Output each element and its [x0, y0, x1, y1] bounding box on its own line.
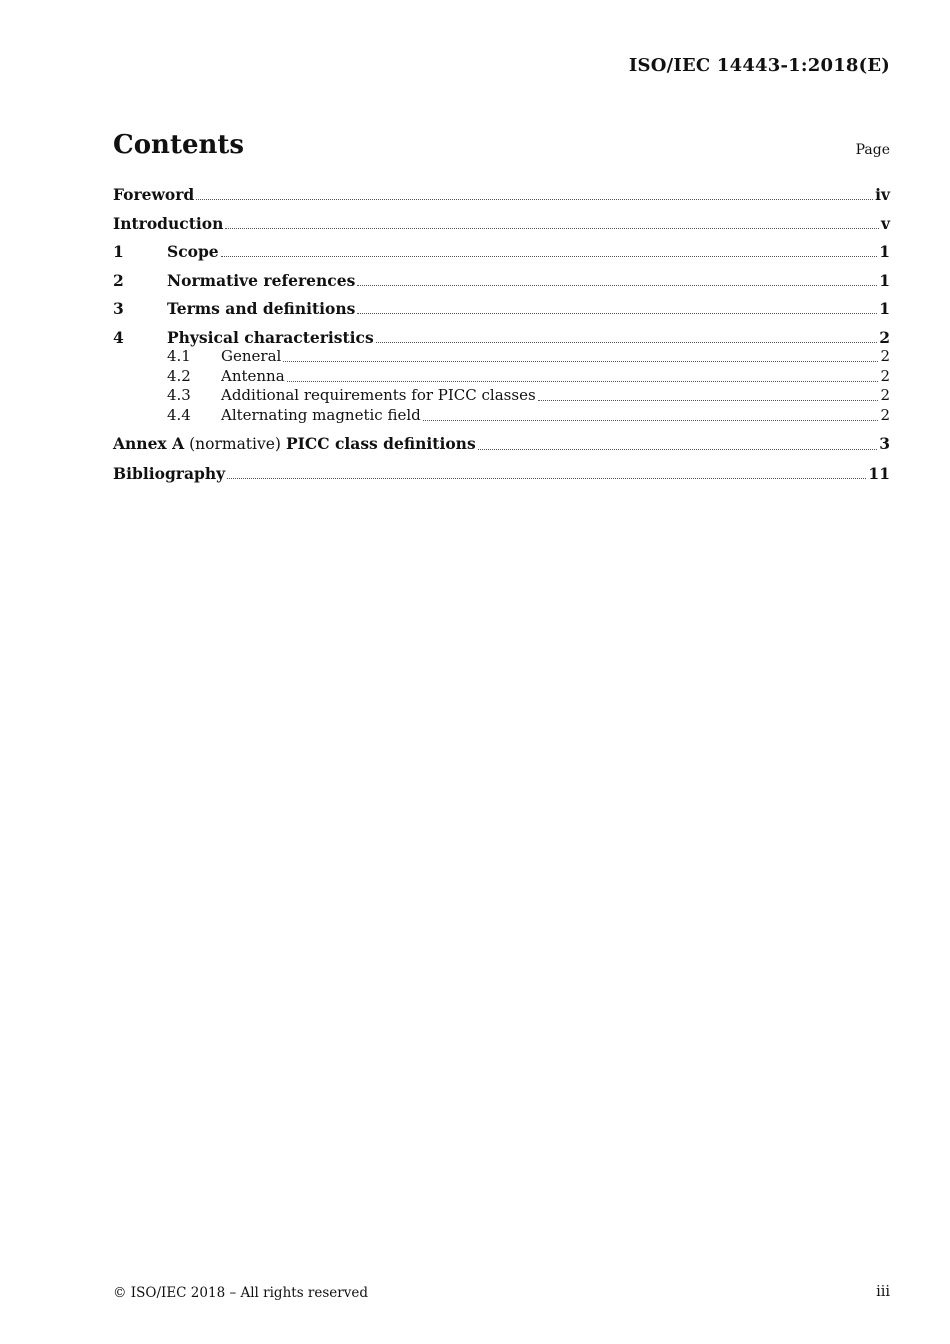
dot-leader: [287, 381, 879, 382]
toc-entry-scope[interactable]: [113, 242, 890, 261]
toc-entry-page: 2: [879, 327, 890, 347]
contents-header: [113, 130, 890, 164]
toc-subentry-antenna[interactable]: [113, 367, 890, 386]
toc-subentry-title: General: [221, 347, 282, 365]
table-of-contents: [113, 185, 890, 492]
toc-entry-annex-a[interactable]: [113, 434, 890, 454]
toc-entry-page: v: [880, 213, 890, 233]
toc-entry-title: Foreword: [113, 185, 195, 204]
page-column-label: Page: [855, 142, 890, 158]
dot-leader: [357, 285, 877, 286]
dot-leader: [357, 313, 877, 314]
toc-entry-title: Bibliography: [113, 463, 226, 483]
toc-subentry-page: 2: [880, 347, 890, 365]
toc-entry-page: iv: [875, 185, 890, 204]
dot-leader: [538, 400, 879, 401]
toc-subentry-page: 2: [880, 366, 890, 385]
toc-entry-page: 1: [879, 270, 890, 290]
toc-entry-introduction[interactable]: [113, 214, 890, 233]
toc-entry-title: PICC class definitions: [285, 434, 476, 453]
toc-entry-page: 1: [879, 242, 890, 261]
toc-entry-number: 1: [113, 242, 124, 261]
toc-subentry-page: 2: [880, 386, 890, 404]
copyright-notice: © ISO/IEC 2018 – All rights reserved: [113, 1285, 368, 1301]
toc-subentry-number: 4.3: [167, 386, 191, 404]
toc-entry-number: 3: [113, 299, 124, 318]
toc-entry-physical-characteristics[interactable]: [113, 328, 890, 347]
dot-leader: [221, 256, 878, 257]
toc-entry-title: Physical characteristics: [167, 327, 374, 347]
toc-subentry-alternating-magnetic-field[interactable]: [113, 406, 890, 425]
dot-leader: [283, 361, 878, 362]
dot-leader: [225, 228, 879, 229]
dot-leader: [478, 449, 878, 450]
toc-subentry-title: Alternating magnetic field: [221, 405, 421, 424]
dot-leader: [423, 420, 879, 421]
document-id: ISO/IEC 14443-1:2018(E): [628, 55, 890, 76]
toc-entry-bibliography[interactable]: [113, 464, 890, 483]
toc-entry-normative-references[interactable]: [113, 271, 890, 290]
toc-entry-terms-and-definitions[interactable]: [113, 299, 890, 318]
annex-label: Annex A: [113, 434, 185, 453]
toc-entry-number: 2: [113, 270, 124, 290]
dot-leader: [376, 342, 877, 343]
toc-subentry-title: Additional requirements for PICC classes: [221, 386, 536, 404]
toc-entry-number: 4: [113, 327, 124, 347]
page-title: Contents: [113, 130, 245, 160]
toc-subentry-additional-requirements[interactable]: [113, 386, 890, 405]
toc-subentry-number: 4.2: [167, 366, 191, 385]
page-number: iii: [876, 1284, 890, 1300]
toc-subentry-title: Antenna: [221, 366, 285, 385]
toc-subentry-number: 4.1: [167, 347, 191, 365]
toc-entry-title: Scope: [167, 242, 219, 261]
dot-leader: [196, 199, 873, 200]
annex-type: (normative): [189, 435, 281, 453]
toc-entry-title: Normative references: [167, 270, 356, 290]
toc-entry-page: 11: [868, 463, 890, 483]
toc-entry-title: Introduction: [113, 213, 224, 233]
toc-subentry-general[interactable]: [113, 347, 890, 366]
toc-entry-title: Terms and definitions: [167, 299, 356, 318]
dot-leader: [227, 478, 866, 479]
toc-entry-foreword[interactable]: [113, 185, 890, 204]
toc-entry-page: 1: [879, 299, 890, 318]
toc-subentry-page: 2: [880, 405, 890, 424]
toc-entry-page: 3: [879, 434, 890, 453]
toc-subentry-number: 4.4: [167, 405, 191, 424]
